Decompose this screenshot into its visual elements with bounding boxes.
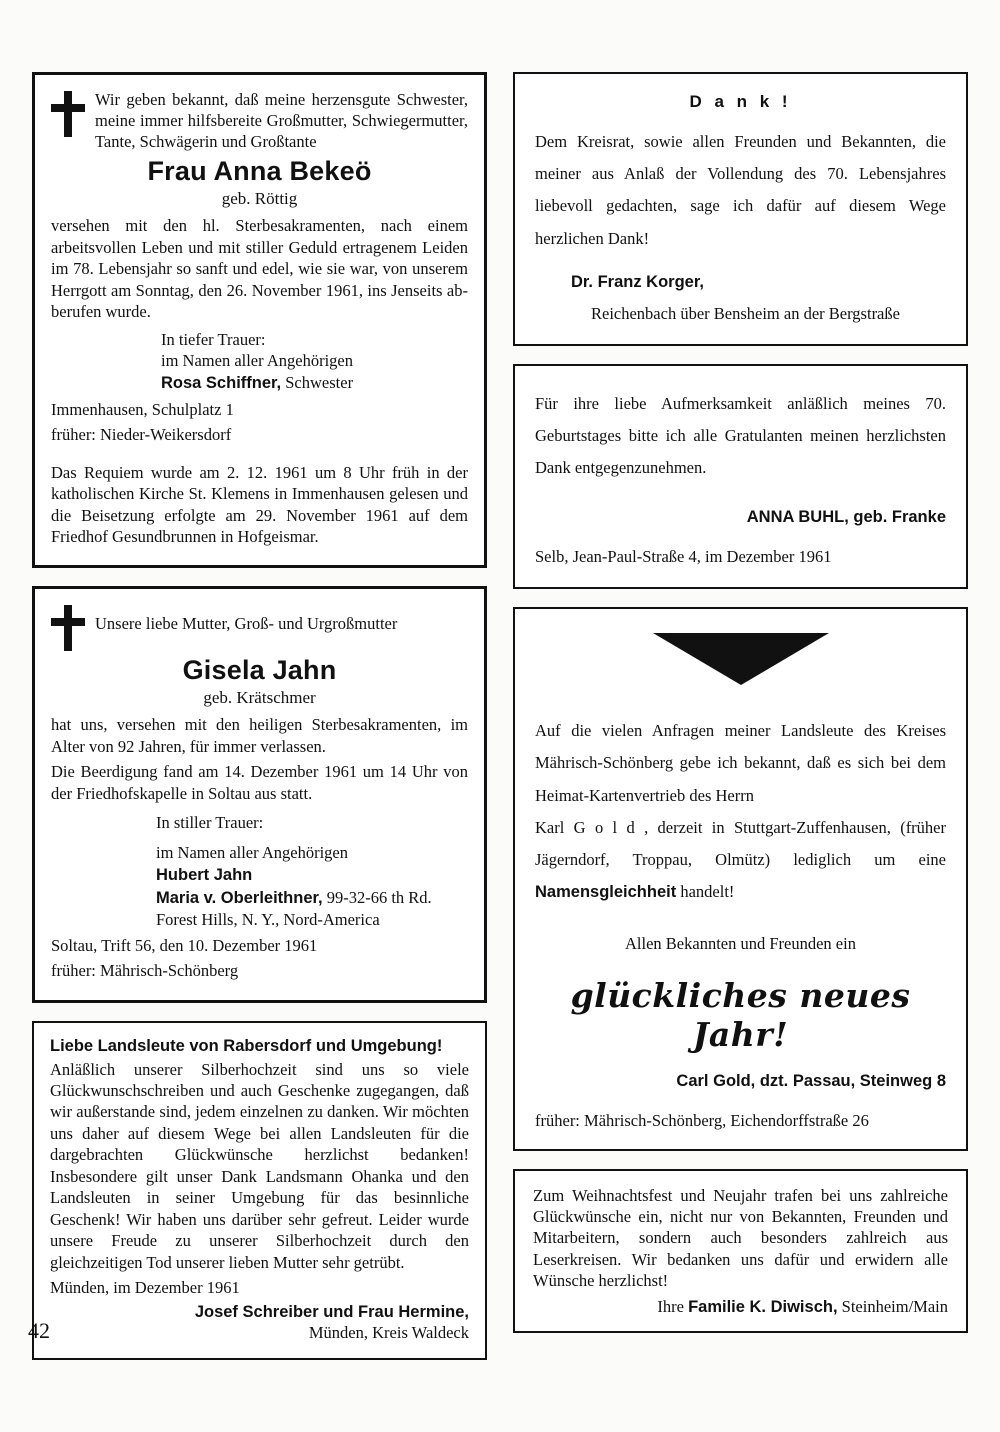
address-line-2: früher: Mährisch-Schönberg	[51, 961, 239, 981]
signature-address: Reichenbach über Bensheim an der Bergstraße	[591, 303, 900, 323]
thanks-schreiber	[32, 1021, 487, 1360]
obituary-header	[51, 603, 468, 651]
cross-icon	[51, 91, 85, 137]
mourner-relation: Schwester	[281, 373, 354, 393]
signature-block	[535, 273, 946, 324]
signature-city: Steinheim/Main	[837, 1296, 948, 1316]
signature-prefix: Ihre	[657, 1296, 689, 1316]
signature-block	[50, 1302, 469, 1343]
cross-icon	[51, 605, 85, 651]
notice-gold	[513, 607, 968, 1151]
signature-name: Carl Gold, dzt. Passau, Steinweg 8	[676, 1072, 946, 1091]
notice-body-2-pre: Karl G o l d , derzeit in Stuttgart-Zuffenhausen, (früher Jägerndorf, Troppau, Olmütz) lediglich um eine	[535, 817, 946, 869]
signature-name: ANNA BUHL, geb. Franke	[746, 508, 946, 527]
place-date: Münden, im Dezember 1961	[50, 1277, 240, 1297]
signature-block	[533, 1297, 948, 1317]
deceased-maiden-name: geb. Röttig	[221, 189, 298, 209]
obituary-intro: Unsere liebe Mutter, Groß- und Urgroßmutter	[95, 614, 398, 634]
mourner-name: Rosa Schiffner,	[161, 374, 282, 393]
thanks-heading: Liebe Landsleute von Rabersdorf und Umgebung!	[50, 1036, 443, 1055]
deceased-name: Gisela Jahn	[182, 655, 337, 686]
mourning-line-2: im Namen aller Angehörigen	[156, 843, 348, 863]
signature-address: Münden, Kreis Waldeck	[308, 1323, 469, 1343]
mourners-block	[51, 812, 468, 931]
mourning-line-2: im Namen aller Angehörigen	[161, 351, 353, 371]
mourner-name-1: Hubert Jahn	[156, 866, 253, 885]
mourner-address-extra: 99-32-66 th Rd.	[322, 887, 432, 907]
spacer	[156, 834, 468, 842]
address-line-2: früher: Nieder-Weikersdorf	[51, 425, 232, 445]
deceased-maiden-name: geb. Krätschmer	[203, 688, 316, 708]
thanks-body: Für ihre liebe Aufmerksamkeit anläßlich meines 70. Geburtstages bitte ich alle Gratulanten meinen herzlichsten Dank entgegenzunehmen.	[535, 393, 946, 478]
mourning-line-1: In tiefer Trauer:	[161, 329, 266, 349]
spacer	[51, 450, 468, 458]
thanks-body: Zum Weihnachtsfest und Neujahr trafen bei uns zahlreiche Glückwünsche ein, nicht nur von Bekannten, Freunden und Mitarbeitern, sondern auch besonders zahlreich aus Leserkreisen. Wir bedanken uns dafür und erwidern alle Wünsche herzlichst!	[533, 1186, 948, 1290]
notice-body-2-post: handelt!	[676, 882, 735, 902]
right-column	[513, 72, 968, 1351]
triangle-ornament-icon	[653, 633, 829, 685]
obituary-body: versehen mit den hl. Sterbesakramenten, nach einem arbeitsvollen Leben und mit stiller Geduld ertragenem Leiden im 78. Lebensjahr so sanft und edel, wie sie war, von unserem Herrgott am Sonntag, den 26. November 1961, ins Jenseits abberufen wurde.	[51, 216, 468, 322]
signature-name: Familie K. Diwisch,	[688, 1297, 838, 1316]
thanks-diwisch	[513, 1169, 968, 1333]
greeting-line: Allen Bekannten und Freunden ein	[625, 934, 856, 954]
notice-keyword: Namensgleichheit	[535, 883, 677, 902]
thanks-korger	[513, 72, 968, 346]
thanks-buhl	[513, 364, 968, 590]
signature-name: Josef Schreiber und Frau Hermine,	[194, 1303, 469, 1322]
mourner-city: Forest Hills, N. Y., Nord-America	[156, 909, 380, 929]
new-year-greeting: glückliches neues Jahr!	[570, 976, 911, 1055]
mourning-line-3	[161, 372, 468, 395]
signature-address: Selb, Jean-Paul-Straße 4, im Dezember 1961	[535, 547, 832, 567]
obituary-closing: Das Requiem wurde am 2. 12. 1961 um 8 Uhr früh in der katholischen Kirche St. Klemens in Immenhausen gelesen und die Beisetzung erfolgte am 29. November 1961 auf dem Friedhof Gesundbrunnen in Hofgeismar.	[51, 462, 468, 546]
mourning-line-4	[156, 887, 468, 909]
obituary-bekeoe	[32, 72, 487, 568]
address-line-1: Soltau, Trift 56, den 10. Dezember 1961	[51, 935, 318, 955]
signature-address: früher: Mährisch-Schönberg, Eichendorffstraße 26	[535, 1111, 869, 1131]
mourning-line-1: In stiller Trauer:	[156, 813, 264, 833]
mourner-name-2: Maria v. Oberleithner,	[156, 888, 323, 907]
thanks-title: D a n k !	[689, 92, 792, 111]
notice-body-2	[535, 812, 946, 909]
obituary-header	[51, 89, 468, 152]
thanks-body: Anläßlich unserer Silberhochzeit sind uns so viele Glückwunschschreiben und auch Geschenke zugegangen, daß wir außerstande sind, jedem einzelnen zu danken. Wir möchten uns daher auf diesem Wege bei allen Landsleuten für die dargebrachten Glückwünsche herzlichst bedanken! Insbesondere gilt unser Dank Landsmann Ohanka und den Landsleuten in seiner Umgebung für das besinnliche Geschenk! Wir haben uns darüber sehr gefreut. Leider wurde unsere Freude zu unserer Silberhochzeit durch den gleichzeitigen Tod unserer lieben Mutter sehr getrübt.	[50, 1059, 469, 1272]
obituary-jahn	[32, 586, 487, 1002]
signature-name: Dr. Franz Korger,	[571, 272, 704, 291]
obituary-funeral: Die Beerdigung fand am 14. Dezember 1961 um 14 Uhr von der Friedhofskapelle in Soltau aus statt.	[51, 762, 468, 803]
mourners-block	[51, 329, 468, 395]
page-number: 42	[28, 1318, 50, 1343]
thanks-body: Dem Kreisrat, sowie allen Freunden und Bekannten, die meiner aus Anlaß der Vollendung des 70. Lebensjahres liebevoll gedachten, sage ich dafür auf diesem Wege herzlichen Dank!	[535, 132, 946, 248]
obituary-intro: Wir geben bekannt, daß meine herzensgute Schwester, meine immer hilfsbereite Großmutter, Schwiegermutter, Tante, Schwägerin und Großtante	[95, 90, 468, 152]
address-line-1: Immenhausen, Schulplatz 1	[51, 399, 234, 419]
deceased-name: Frau Anna Bekeö	[147, 156, 372, 187]
left-column	[32, 72, 487, 1378]
obituary-body: hat uns, versehen mit den heiligen Sterbesakramenten, im Alter von 92 Jahren, für immer verlassen.	[51, 715, 468, 756]
notice-body-1: Auf die vielen Anfragen meiner Landsleute des Kreises Mährisch-Schönberg gebe ich bekannt, daß es sich bei dem Heimat-Kartenvertrieb des Herrn	[535, 721, 946, 805]
